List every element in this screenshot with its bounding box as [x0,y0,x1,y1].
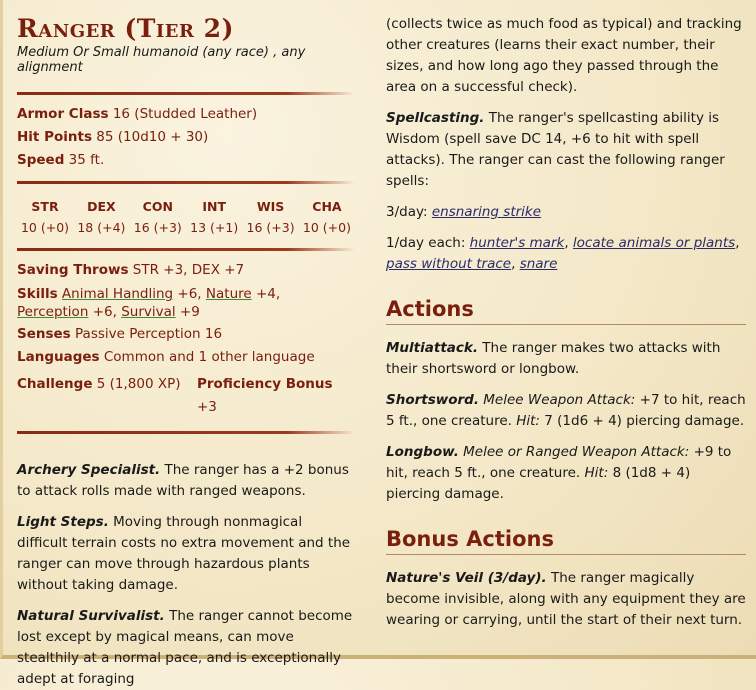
skill-link[interactable]: Perception [17,304,89,320]
ability-cha: CHA 10 (+0) [302,199,351,235]
divider [17,181,355,184]
ability-scores [17,196,355,238]
divider [17,248,355,251]
creature-title: Ranger (Tier 2) [17,14,234,43]
skill-link[interactable]: Animal Handling [61,286,174,302]
skills: Skills Animal Handling +6, Nature +4, Perception +6, Survival +9 [17,286,281,320]
action-longbow: Longbow. Melee or Ranged Weapon Attack: +9 to hit, reach 5 ft., one creature. Hit: 8 (1d8 + 4) piercing damage. [386,444,732,502]
ability-con: CON 16 (+3) [133,199,182,235]
ability-dex: DEX 18 (+4) [77,199,126,235]
skill-link[interactable]: Survival [121,304,176,320]
languages: Languages Common and 1 other language [17,349,315,365]
spell-link[interactable]: snare [519,256,558,272]
left-column [17,0,355,690]
bonus-actions-heading: Bonus Actions [386,524,746,555]
spells-3-day: 3/day: ensnaring strike [386,204,542,220]
spell-link[interactable]: pass without trace [386,256,512,272]
action-shortsword: Shortsword. Melee Weapon Attack: +7 to hit, reach 5 ft., one creature. Hit: 7 (1d6 + 4) piercing damage. [386,392,746,429]
trait-light-steps: Light Steps. Moving through nonmagical difficult terrain costs no extra movement and the ranger can move through hazardous plants without taking damage. [17,514,351,593]
ability-int: INT 13 (+1) [190,199,239,235]
traits-block [17,460,355,690]
bonus-natures-veil: Nature's Veil (3/day). The ranger magically become invisible, along with any equipment they are wearing or carrying, until the start of their next turn. [386,570,746,628]
speed: Speed 35 ft. [17,152,105,168]
details-block [17,259,355,419]
basics-block [17,103,355,172]
skill-link[interactable]: Nature [205,286,252,302]
challenge-row [17,373,355,419]
hit-points: Hit Points 85 (10d10 + 30) [17,129,209,145]
proficiency-bonus: Proficiency Bonus +3 [197,376,333,415]
ability-str: STR 10 (+0) [20,199,70,235]
saving-throws: Saving Throws STR +3, DEX +7 [17,262,245,278]
action-multiattack: Multiattack. The ranger makes two attacks with their shortsword or longbow. [386,340,721,377]
creature-subtitle: Medium Or Small humanoid (any race) , any alignment [17,45,306,75]
spell-link[interactable]: locate animals or plants [572,235,736,251]
challenge: Challenge 5 (1,800 XP) [17,376,181,392]
actions-heading: Actions [386,294,746,325]
trait-natural-survivalist: Natural Survivalist. The ranger cannot become lost except by magical means, can move stealthily at a normal pace, and is exceptionally adept at foraging [17,608,353,687]
armor-class: Armor Class 16 (Studded Leather) [17,106,258,122]
spell-link[interactable]: hunter's mark [469,235,565,251]
divider [17,431,355,434]
divider [17,92,355,95]
right-column [386,0,746,631]
ability-wis: WIS 16 (+3) [246,199,295,235]
senses: Senses Passive Perception 16 [17,326,223,342]
trait-continuation: (collects twice as much food as typical) and tracking other creatures (learns their exact number, their sizes, and how long ago they passed through the area on a successful check). [386,16,742,95]
trait-archery-specialist: Archery Specialist. The ranger has a +2 bonus to attack rolls made with ranged weapons. [17,462,349,499]
spells-1-day: 1/day each: hunter's mark, locate animals or plants, pass without trace, snare [386,235,740,272]
trait-spellcasting: Spellcasting. The ranger's spellcasting ability is Wisdom (spell save DC 14, +6 to hit with spell attacks). The ranger can cast the following ranger spells: [386,110,725,189]
spell-link[interactable]: ensnaring strike [431,204,542,220]
